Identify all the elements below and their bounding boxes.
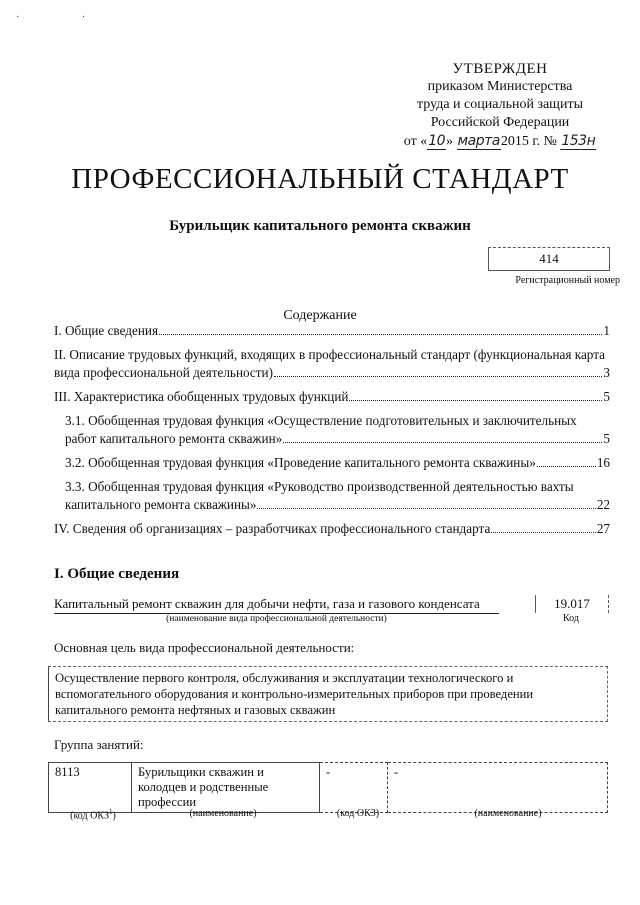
toc-item-text-cont: капитального ремонта скважины» [65, 497, 257, 512]
toc-item-3-1[interactable] [65, 412, 610, 448]
section-title-general: I. Общие сведения [54, 566, 180, 582]
date-month-handwritten: марта [457, 133, 500, 149]
toc-item-general[interactable] [54, 322, 610, 340]
goal-label: Основная цель вида профессиональной деятельности: [54, 640, 355, 655]
toc-item-page: 27 [596, 521, 610, 536]
toc-item-generalized-functions[interactable] [54, 388, 610, 406]
toc-item-text-cont: вида профессиональной деятельности) [54, 365, 273, 380]
toc-item-text: 3.1. Обобщенная трудовая функция «Осуществление подготовительных и заключительных [65, 413, 577, 428]
activity-kind: Капитальный ремонт скважин для добычи нефти, газа и газового конденсата [54, 596, 499, 614]
approval-line-ministry: приказом Министерства [427, 79, 573, 94]
toc-item-page: 5 [603, 431, 610, 446]
order-number-handwritten: 153н [561, 133, 596, 149]
approval-line-federation: Российской Федерации [430, 115, 570, 130]
toc-item-page: 16 [596, 455, 610, 470]
toc-item-3-3[interactable] [65, 478, 610, 514]
okz-code-cell: 8113 [49, 763, 132, 813]
toc-item-page: 3 [603, 365, 610, 380]
occupation-name-cell: Бурильщики скважин и колодцев и родственные профессии [132, 763, 320, 813]
toc-item-text-cont: работ капитального ремонта скважин» [65, 431, 283, 446]
date-mid: » [446, 134, 457, 149]
toc-heading: Содержание [283, 308, 357, 323]
activity-code-caption: Код [563, 613, 579, 624]
toc-item-page: 22 [596, 497, 610, 512]
date-day-handwritten: 10 [428, 133, 446, 149]
activity-kind-caption: (наименование вида профессиональной деятельности) [166, 614, 387, 624]
document-subtitle: Бурильщик капитального ремонта скважин [169, 218, 471, 234]
approval-date-line [380, 132, 620, 151]
registration-number-caption: Регистрационный номер [515, 275, 620, 286]
table-of-contents [54, 322, 610, 544]
toc-item-text: IV. Сведения об организациях – разработчиках профессионального стандарта [54, 521, 491, 536]
date-prefix: от « [403, 134, 428, 149]
caption-okz-code: (код ОКЗ$^1$) [70, 808, 116, 822]
toc-item-page: 5 [603, 389, 610, 404]
activity-code: 19.017 [535, 595, 609, 613]
caption-occupation-name-2: (наименование) [474, 808, 542, 819]
caption-okz-code-2: (код ОКЗ) [336, 808, 380, 819]
date-year: 2015 г. № [500, 134, 557, 149]
approval-heading: УТВЕРЖДЕН [452, 61, 548, 77]
toc-item-page: 1 [603, 323, 610, 338]
toc-item-text: III. Характеристика обобщенных трудовых функций [54, 389, 349, 404]
approval-block [380, 60, 620, 151]
toc-item-developers[interactable] [54, 520, 610, 538]
toc-item-text: I. Общие сведения [54, 323, 159, 338]
okz-code-cell-2: - [320, 763, 388, 813]
registration-number-box: 414 [488, 247, 610, 271]
toc-item-text: 3.2. Обобщенная трудовая функция «Проведение капитального ремонта скважины» [65, 455, 536, 470]
occupation-group-table [48, 762, 608, 813]
toc-item-text: 3.3. Обобщенная трудовая функция «Руководство производственной деятельностью вахты [65, 479, 574, 494]
toc-item-functions-map[interactable] [54, 346, 610, 382]
occupation-group-label: Группа занятий: [54, 737, 144, 752]
document-title: ПРОФЕССИОНАЛЬНЫЙ СТАНДАРТ [71, 163, 569, 195]
toc-item-3-2[interactable] [65, 454, 610, 472]
toc-item-text: II. Описание трудовых функций, входящих в профессиональный стандарт (функциональная карта [54, 347, 605, 362]
occupation-name-cell-2: - [388, 763, 608, 813]
goal-text-box: Осуществление первого контроля, обслуживания и эксплуатации технологического и вспомогательного оборудования и контрольно-измерительных приборов при проведении капитального ремонта нефтяных и газовых скважин [48, 666, 608, 722]
table-row [49, 763, 608, 813]
caption-occupation-name: (наименование) [189, 808, 257, 819]
corner-marks: · · [16, 12, 116, 23]
approval-line-labor: труда и социальной защиты [417, 97, 583, 112]
